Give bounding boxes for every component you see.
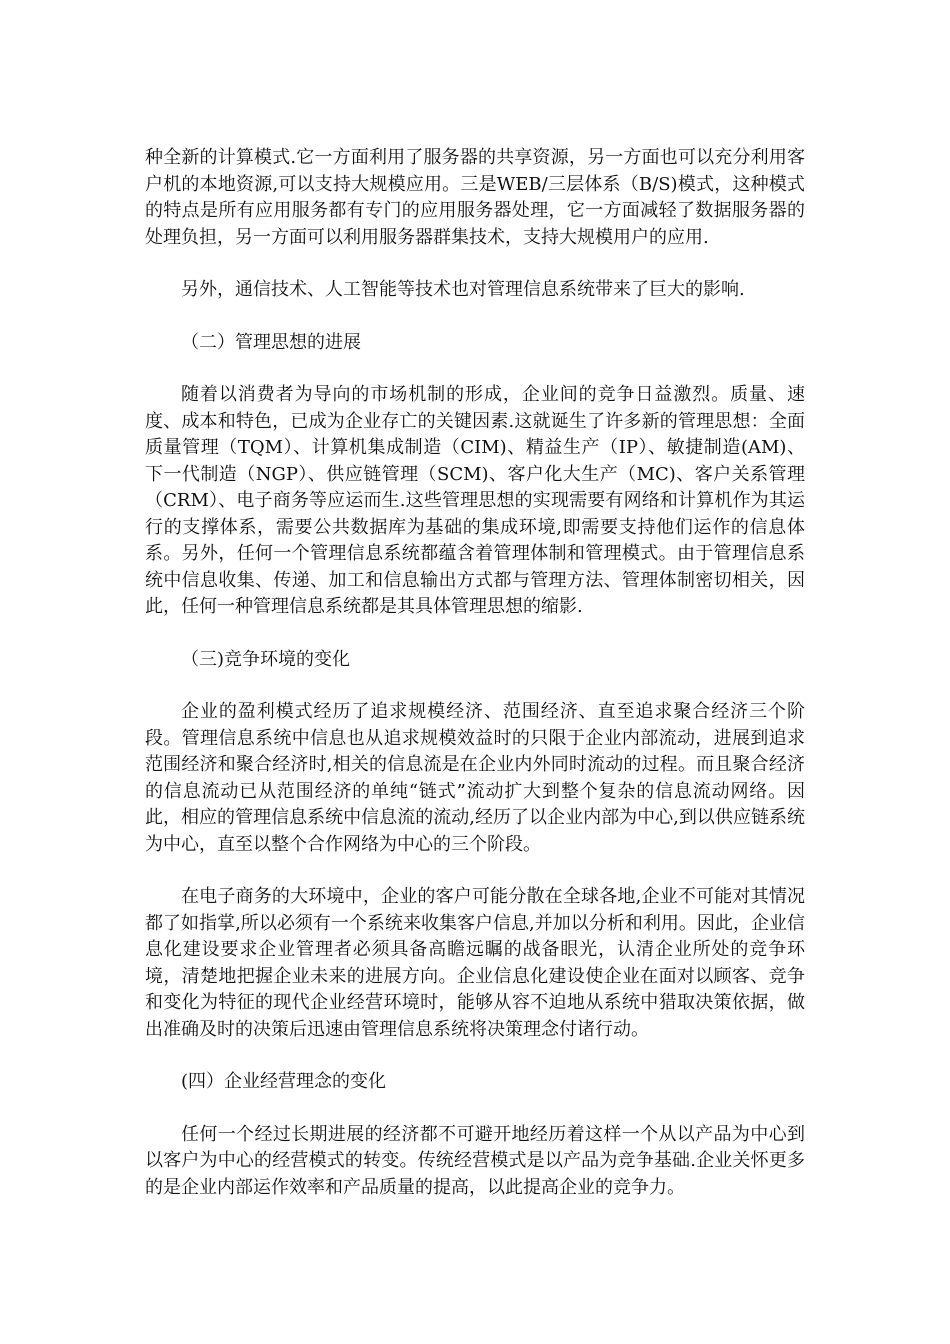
paragraph-business-philosophy: 任何一个经过长期进展的经济都不可避开地经历着这样一个从以产品为中心到以客户为中心的经营模式的转变。传统经营模式是以产品为竞争基础.企业关怀更多的是企业内部运作效率和产品质量的提高，以此提高企业的竞争力。 <box>145 1123 805 1198</box>
document-body <box>145 145 805 1227</box>
paragraph-computing-models: 种全新的计算模式.它一方面利用了服务器的共享资源，另一方面也可以充分利用客户机的本地资源,可以支持大规模应用。三是WEB/三层体系（B/S)模式，这种模式的特点是所有应用服务都有专门的应用服务器处理，它一方面减轻了数据服务器的处理负担，另一方面可以利用服务器群集技术，支持大规模用户的应用. <box>145 147 805 248</box>
paragraph-profit-models: 企业的盈利模式经历了追求规模经济、范围经济、直至追求聚合经济三个阶段。管理信息系统中信息也从追求规模效益时的只限于企业内部流动，进展到追求范围经济和聚合经济时,相关的信息流是在企业内外同时流动的过程。而且聚合经济的信息流动已从范围经济的单纯“链式”流动扩大到整个复杂的信息流动网络。因此，相应的管理信息系统中信息流的流动,经历了以企业内部为中心,到以供应链系统为中心，直至以整个合作网络为中心的三个阶段。 <box>145 701 805 855</box>
section-heading-business-philosophy: (四）企业经营理念的变化 <box>181 1071 387 1092</box>
paragraph-e-commerce-environment: 在电子商务的大环境中，企业的客户可能分散在全球各地,企业不可能对其情况都了如指掌,所以必须有一个系统来收集客户信息,并加以分析和利用。因此，企业信息化建设要求企业管理者必须具备高瞻远瞩的战备眼光，认清企业所处的竞争环境，清楚地把握企业未来的进展方向。企业信息化建设使企业在面对以顾客、竞争和变化为特征的现代企业经营环境时，能够从容不迫地从系统中猎取决策依据，做出准确及时的决策后迅速由管理信息系统将决策理念付诸行动。 <box>145 886 805 1040</box>
section-heading-competition-environment: （三)竞争环境的变化 <box>181 648 351 670</box>
paragraph-management-thought: 随着以消费者为导向的市场机制的形成，企业间的竞争日益激烈。质量、速度、成本和特色，已成为企业存亡的关键因素.这就诞生了许多新的管理思想：全面质量管理（TQM）、计算机集成制造（CIM)、精益生产（IP）、敏捷制造(AM)、下一代制造（NGP）、供应链管理（SCM)、客户化大生产（MC)、客户关系管理（CRM）、电子商务等应运而生.这些管理思想的实现需要有网络和计算机作为其运行的支撑体系，需要公共数据库为基础的集成环境,即需要支持他们运作的信息体系。另外，任何一个管理信息系统都蕴含着管理体制和管理模式。由于管理信息系统中信息收集、传递、加工和信息输出方式都与管理方法、管理体制密切相关，因此，任何一种管理信息系统都是其具体管理思想的缩影. <box>145 384 805 617</box>
paragraph-communication-ai: 另外，通信技术、人工智能等技术也对管理信息系统带来了巨大的影响. <box>181 279 745 300</box>
section-heading-management-thought: （二）管理思想的进展 <box>181 331 361 353</box>
